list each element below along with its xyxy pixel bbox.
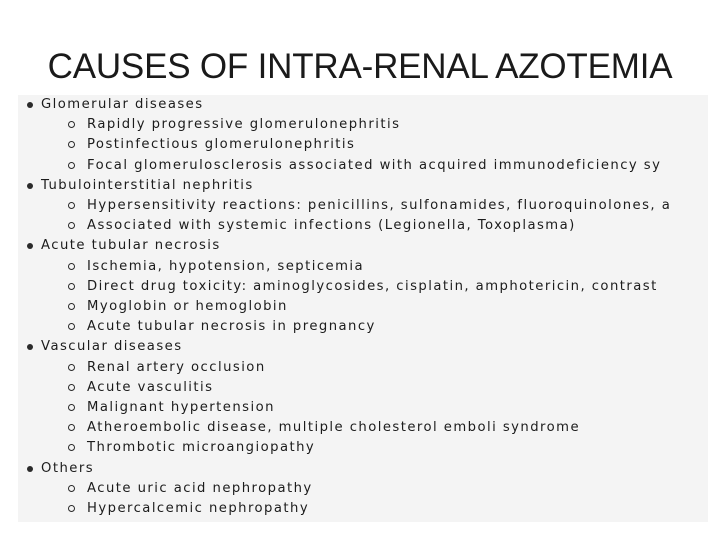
hollow-bullet-icon — [68, 263, 75, 270]
item-label: Postinfectious glomerulonephritis — [87, 137, 356, 153]
hollow-bullet-icon — [68, 141, 75, 148]
item-label: Direct drug toxicity: aminoglycosides, cisplatin, amphotericin, contrast — [87, 278, 658, 294]
item-label: Hypercalcemic nephropathy — [87, 501, 310, 516]
item-label: Atheroembolic disease, multiple cholesterol emboli syndrome — [87, 420, 581, 436]
bullet-icon — [27, 183, 33, 189]
hollow-bullet-icon — [68, 162, 75, 169]
item-label: Malignant hypertension — [87, 400, 275, 415]
section-label: Others — [41, 460, 95, 476]
item-label: Rapidly progressive glomerulonephritis — [87, 117, 401, 133]
section-label: Tubulointerstitial nephritis — [41, 177, 254, 193]
hollow-bullet-icon — [68, 404, 75, 411]
hollow-bullet-icon — [68, 202, 75, 209]
item-label: Thrombotic microangiopathy — [87, 440, 316, 456]
item-label: Hypersensitivity reactions: penicillins, sulfonamides, fluoroquinolones, a — [87, 198, 672, 213]
item-label: Myoglobin or hemoglobin — [87, 299, 288, 314]
item-label: Acute uric acid nephropathy — [87, 480, 313, 496]
bullet-icon — [27, 102, 33, 108]
hollow-bullet-icon — [68, 283, 75, 290]
hollow-bullet-icon — [68, 444, 75, 451]
hollow-bullet-icon — [68, 323, 75, 330]
slide-title: CAUSES OF INTRA-RENAL AZOTEMIA — [47, 47, 673, 86]
bullet-icon — [27, 243, 33, 249]
hollow-bullet-icon — [68, 384, 75, 391]
section-label: Acute tubular necrosis — [41, 238, 221, 254]
item-label: Renal artery occlusion — [87, 359, 266, 375]
hollow-bullet-icon — [68, 121, 75, 128]
item-label: Acute vasculitis — [87, 379, 214, 395]
item-label: Focal glomerulosclerosis associated with acquired immunodeficiency sy — [87, 157, 662, 173]
hollow-bullet-icon — [68, 485, 75, 492]
section-label: Glomerular diseases — [41, 97, 204, 112]
hollow-bullet-icon — [68, 424, 75, 431]
item-label: Ischemia, hypotension, septicemia — [87, 258, 365, 274]
hollow-bullet-icon — [68, 364, 75, 371]
hollow-bullet-icon — [68, 222, 75, 229]
section-label: Vascular diseases — [41, 339, 183, 355]
item-label: Associated with systemic infections (Legionella, Toxoplasma) — [87, 218, 576, 234]
hollow-bullet-icon — [68, 303, 75, 310]
bullet-icon — [27, 466, 33, 472]
hollow-bullet-icon — [68, 505, 75, 512]
item-label: Acute tubular necrosis in pregnancy — [87, 319, 376, 335]
content-image — [18, 95, 708, 522]
bullet-icon — [27, 344, 33, 350]
